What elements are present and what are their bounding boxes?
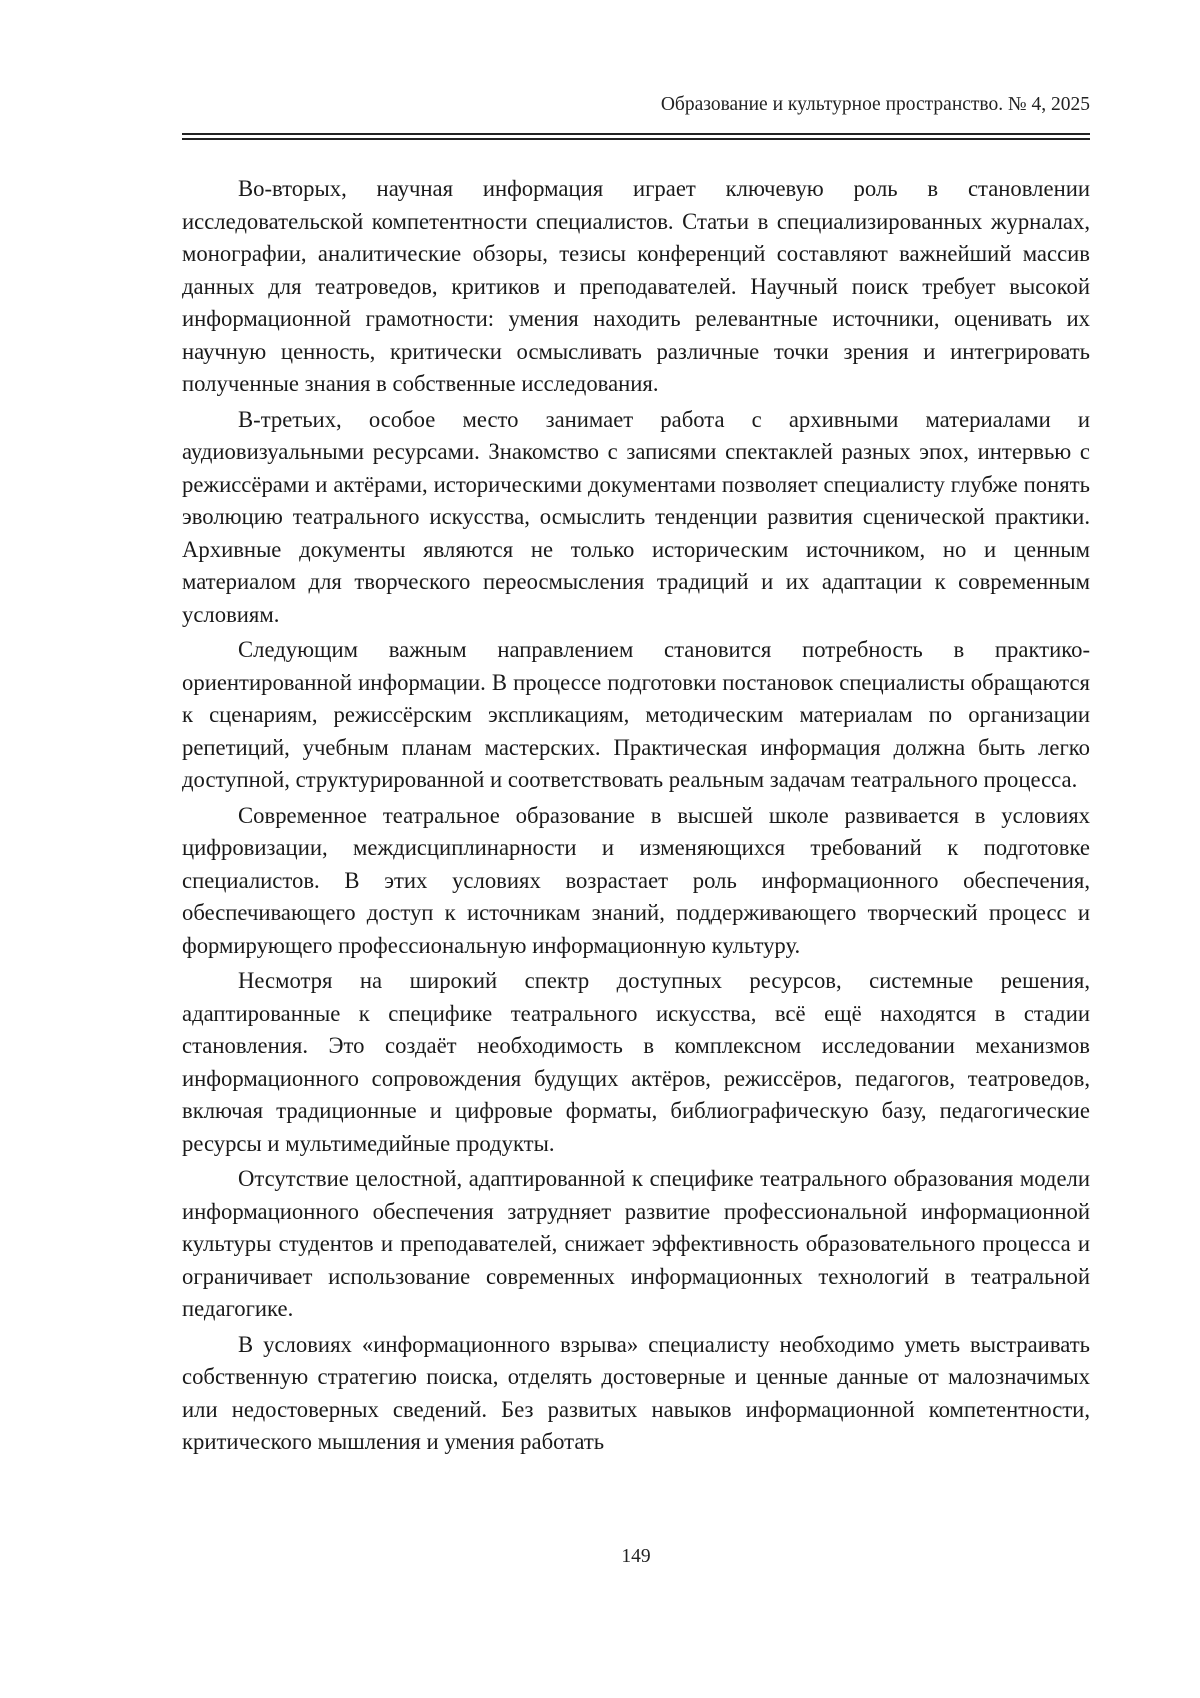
running-header: Образование и культурное пространство. № 4, 2025 bbox=[660, 94, 1090, 115]
paragraph-1: Во-вторых, научная информация играет ключевую роль в становлении исследовательской компетентности специалистов. Статьи в специализированных журналах, монографии, аналитические обзоры, тезисы конференций составляют важнейший массив данных для театроведов, критиков и преподавателей. Научный поиск требует высокой информационной грамотности: умения находить релевантные источники, оценивать их научную ценность, критически осмысливать различные точки зрения и интегрировать полученные знания в собственные исследования. bbox=[182, 176, 1090, 396]
header-double-rule bbox=[182, 133, 1090, 140]
paragraph-5: Несмотря на широкий спектр доступных ресурсов, системные решения, адаптированные к специфике театрального искусства, всё ещё находятся в стадии становления. Это создаёт необходимость в комплексном исследовании механизмов информационного сопровождения будущих актёров, режиссёров, педагогов, театроведов, включая традиционные и цифровые форматы, библиографическую базу, педагогические ресурсы и мультимедийные продукты. bbox=[182, 968, 1090, 1156]
paragraph-7: В условиях «информационного взрыва» специалисту необходимо уметь выстраивать собственную стратегию поиска, отделять достоверные и ценные данные от малозначимых или недостоверных сведений. Без развитых навыков информационной компетентности, критического мышления и умения работать bbox=[182, 1331, 1090, 1454]
article-body bbox=[182, 173, 1090, 1462]
paragraph-4: Современное театральное образование в высшей школе развивается в условиях цифровизации, междисциплинарности и изменяющихся требований к подготовке специалистов. В этих условиях возрастает роль информационного обеспечения, обеспечивающего доступ к источникам знаний, поддерживающего творческий процесс и формирующего профессиональную информационную культуру. bbox=[182, 802, 1090, 958]
paragraph-2: В-третьих, особое место занимает работа с архивными материалами и аудиовизуальными ресурсами. Знакомство с записями спектаклей разных эпох, интервью с режиссёрами и актёрами, историческими документами позволяет специалисту глубже понять эволюцию театрального искусства, осмыслить тенденции развития сценической практики. Архивные документы являются не только историческим источником, но и ценным материалом для творческого переосмысления традиций и их адаптации к современным условиям. bbox=[182, 406, 1090, 627]
page-number: 149 bbox=[621, 1546, 651, 1567]
paragraph-6: Отсутствие целостной, адаптированной к специфике театрального образования модели информационного обеспечения затрудняет развитие профессиональной информационной культуры студентов и преподавателей, снижает эффективность образовательного процесса и ограничивает использование современных информационных технологий в театральной педагогике. bbox=[182, 1166, 1090, 1321]
paragraph-3: Следующим важным направлением становится потребность в практико-ориентированной информации. В процессе подготовки постановок специалисты обращаются к сценариям, режиссёрским экспликациям, методическим материалам по организации репетиций, учебным планам мастерских. Практическая информация должна быть легко доступной, структурированной и соответствовать реальным задачам театрального процесса. bbox=[182, 637, 1090, 792]
